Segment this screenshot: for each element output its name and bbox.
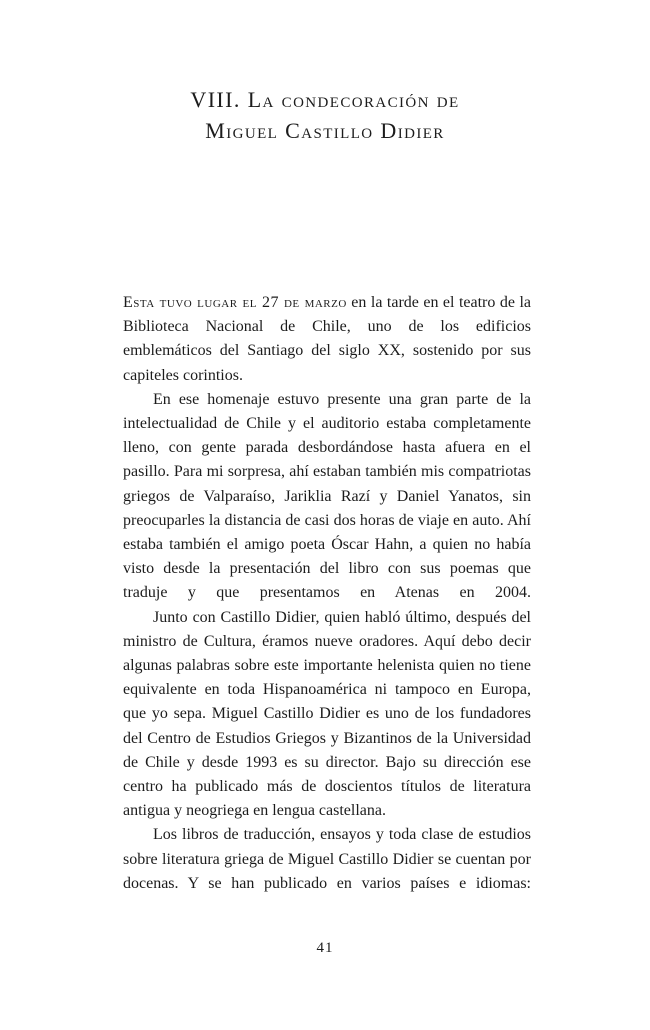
- chapter-title-line-2: Miguel Castillo Didier: [205, 118, 445, 143]
- paragraph-2: En ese homenaje estuvo presente una gran parte de la intelectualidad de Chile y el auditorio estaba completamente lleno, con gente parada desbordándose hasta afuera en el pasillo. Para mi sorpresa, ahí estaban también mis compatriotas griegos de Valparaíso, Jariklia Razí y Daniel Yanatos, sin preocuparles la distancia de casi dos horas de viaje en auto. Ahí estaba también el amigo poeta Óscar Hahn, a quien no había visto desde la presentación del libro con sus poemas que traduje y que presentamos en Atenas en 2004.: [123, 390, 531, 602]
- body-text: [123, 291, 531, 896]
- paragraph-4: Los libros de traducción, ensayos y toda clase de estudios sobre literatura griega de Miguel Castillo Didier se cuentan por docenas. Y se han publicado en varios países e idiomas:: [123, 826, 531, 892]
- chapter-title: [0, 84, 650, 146]
- paragraph-3: Junto con Castillo Didier, quien habló último, después del ministro de Cultura, éramos nueve oradores. Aquí debo decir algunas palabras sobre este importante helenista quien no tiene equivalente en toda Hispanoamérica ni tampoco en Europa, que yo sepa. Miguel Castillo Didier es uno de los fundadores del Centro de Estudios Griegos y Bizantinos de la Universidad de Chile y desde 1993 es su director. Bajo su dirección ese centro ha publicado más de doscientos títulos de literatura antigua y neogriega en lengua castellana.: [123, 608, 531, 820]
- paragraph-1: [123, 291, 531, 388]
- page-number: 41: [316, 940, 334, 956]
- chapter-title-line-1: VIII. La condecoración de: [190, 87, 460, 112]
- opening-small-caps: Esta tuvo lugar el 27 de marzo: [123, 294, 347, 311]
- paragraph-1-text: en la tarde en el teatro de la Biblioteca Nacional de Chile, uno de los edificios emblemáticos del Santiago del siglo XX, sostenido por sus capiteles corintios.: [123, 294, 531, 384]
